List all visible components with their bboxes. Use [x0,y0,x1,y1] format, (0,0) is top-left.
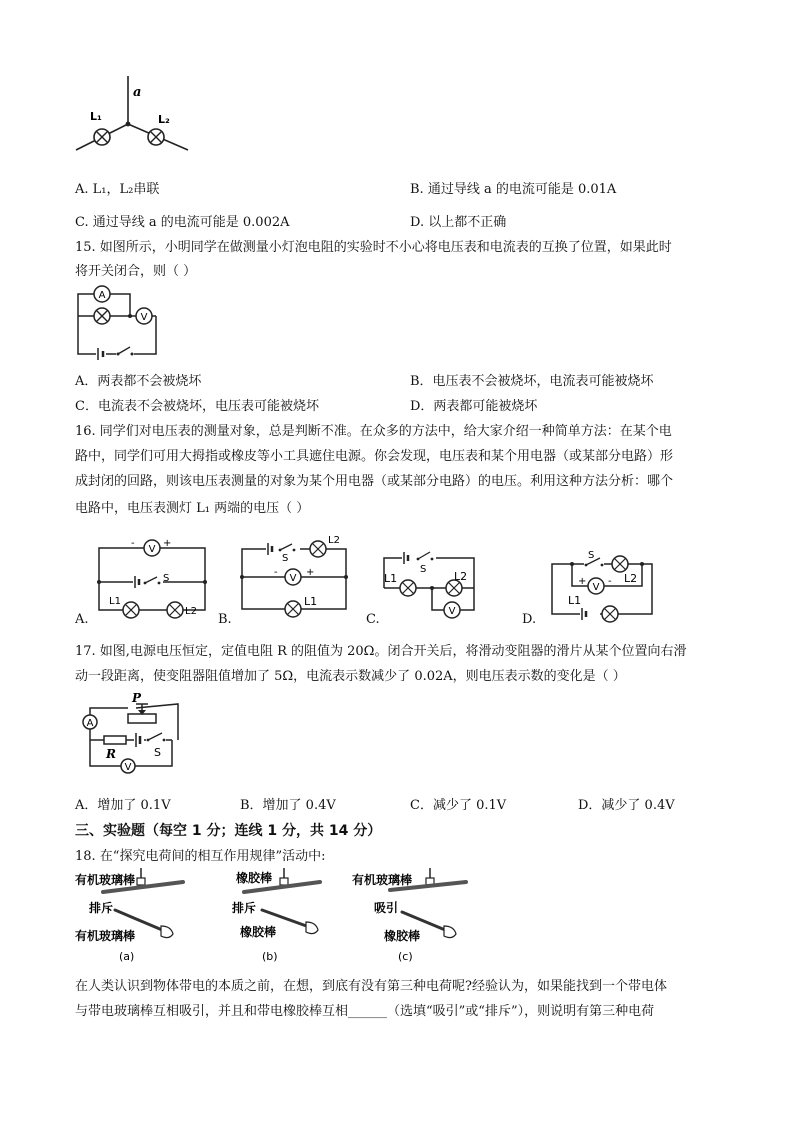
q14-option-b[interactable]: B. 通过导线 a 的电流可能是 0.01A [410,182,617,197]
svg-text:橡胶棒: 橡胶棒 [236,871,273,885]
svg-text:V: V [289,573,297,584]
svg-text:吸引: 吸引 [374,901,399,915]
svg-text:L2: L2 [185,606,197,617]
q16-circuit-b[interactable] [238,537,353,619]
l2-label: L₂ [158,113,170,126]
q14-option-c[interactable]: C. 通过导线 a 的电流可能是 0.002A [75,215,290,230]
q18-paragraph-line2[interactable]: 与带电玻璃棒互相吸引，并且和带电橡胶棒互相______（选填“吸引”或“排斥”），则说明有第三种电荷 [75,1004,655,1019]
l1-label: L₁ [90,110,102,123]
q15-stem-line1: 15. 如图所示，小明同学在做测量小灯泡电阻的实验时不小心将电压表和电流表的互换了位置，如果此时 [75,240,672,255]
q15-option-d[interactable]: D．两表都可能被烧坏 [410,399,538,414]
svg-text:V: V [140,312,148,323]
q14-circuit-figure [70,68,200,158]
q16-stem-line3: 成封闭的回路，则该电压表测量的对象为某个用电器（或某部分电路）的电压。利用这种方法分析：哪个 [75,474,674,489]
svg-text:+: + [306,567,315,578]
q15-circuit-figure [72,282,162,362]
hand-icon [161,926,173,938]
svg-text:-: - [131,538,135,549]
svg-text:(b): (b) [262,950,278,963]
q17-circuit-figure [78,690,188,780]
svg-text:R: R [106,747,116,761]
svg-text:橡胶棒: 橡胶棒 [384,929,421,943]
svg-text:(a): (a) [119,950,135,963]
svg-text:+: + [578,576,587,587]
q18-figure-c [350,868,470,966]
q15-circuit-svg [72,282,162,362]
svg-text:L2: L2 [328,535,340,546]
q14-circuit-svg [70,68,200,158]
q16-option-d[interactable]: D. [522,612,537,627]
q15-option-c[interactable]: C．电流表不会被烧坏，电压表可能被烧坏 [75,399,319,414]
q17-option-a[interactable]: A．增加了 0.1V [75,798,171,813]
svg-text:(c): (c) [398,950,413,963]
svg-text:橡胶棒: 橡胶棒 [240,925,277,939]
q16-stem-line4: 电路中，电压表测灯 L₁ 两端的电压（ ） [75,501,310,516]
q16-option-c[interactable]: C. [366,612,380,627]
ammeter-icon [94,286,110,302]
lamp-l1-icon [94,129,110,145]
svg-text:L1: L1 [384,572,398,585]
svg-text:V: V [148,544,156,555]
switch-icon [116,346,134,356]
svg-text:P: P [132,691,142,705]
q17-stem-line2: 动一段距离，使变阻器阻值增加了 5Ω，电流表示数减少了 0.02A，则电压表示数的变化是（ ） [75,669,626,684]
section3-heading: 三、实验题（每空 1 分；连线 1 分，共 14 分） [75,823,382,839]
rheostat-icon [128,714,156,723]
svg-text:+: + [163,538,172,549]
q15-option-a[interactable]: A．两表都不会被烧坏 [75,374,202,389]
svg-text:L2: L2 [454,570,468,583]
svg-text:有机玻璃棒: 有机玻璃棒 [352,873,413,887]
voltmeter-icon [136,308,152,324]
q14-option-d[interactable]: D. 以上都不正确 [410,215,507,230]
q17-option-b[interactable]: B．增加了 0.4V [240,798,336,813]
svg-text:A: A [98,290,106,301]
svg-text:有机玻璃棒: 有机玻璃棒 [75,929,136,943]
svg-text:有机玻璃棒: 有机玻璃棒 [75,873,136,887]
q16-circuit-a[interactable] [95,538,215,620]
svg-text:S: S [588,550,595,561]
hand-icon [306,922,318,934]
resistor-icon [104,736,126,744]
q16-option-b[interactable]: B. [218,612,232,627]
svg-text:V: V [592,582,600,593]
q15-stem-line2: 将开关闭合，则（ ） [75,264,197,279]
q18-stem: 18. 在“探究电荷间的相互作用规律”活动中: [75,849,326,864]
svg-text:L2: L2 [624,572,638,585]
q17-option-c[interactable]: C．减少了 0.1V [410,798,507,813]
q16-stem-line1: 16. 同学们对电压表的测量对象，总是判断不准。在众多的方法中，给大家介绍一种简单方法：在某个电 [75,424,672,439]
battery-icon [96,348,106,360]
svg-text:S: S [420,564,427,575]
svg-text:-: - [608,576,612,587]
lamp-l2-icon [148,129,164,145]
svg-text:V: V [124,762,132,773]
q17-option-d[interactable]: D．减少了 0.4V [578,798,675,813]
q16-stem-line2: 路中，同学们可用大拇指或橡皮等小工具遮住电源。你会发现，电压表和某个用电器（或某部分电路）形 [75,449,674,464]
svg-text:S: S [163,573,170,584]
svg-text:A: A [86,718,94,729]
svg-text:L1: L1 [568,594,582,607]
svg-text:L1: L1 [304,595,318,608]
q16-circuit-c[interactable] [380,548,480,620]
q14-option-a[interactable]: A. L₁，L₂串联 [75,182,160,197]
q17-stem-line1: 17. 如图,电源电压恒定，定值电阻 R 的阻值为 20Ω。闭合开关后，将滑动变阻器的滑片从某个位置向右滑 [75,644,687,659]
wire-a-label: a [133,85,142,100]
svg-text:排斥: 排斥 [89,901,114,915]
q16-option-a[interactable]: A. [75,612,89,627]
svg-text:排斥: 排斥 [232,901,257,915]
q15-option-b[interactable]: B．电压表不会被烧坏，电流表可能被烧坏 [410,374,654,389]
svg-text:V: V [448,606,456,617]
lamp-icon [94,308,110,324]
svg-text:-: - [274,567,278,578]
q18-paragraph-line1: 在人类认识到物体带电的本质之前，在想，到底有没有第三种电荷呢?经验认为，如果能找到一个带电体 [75,979,667,994]
q16-circuit-d[interactable] [548,550,663,622]
svg-text:S: S [154,746,161,759]
q18-figure-a [75,868,190,966]
q18-figure-b [230,868,330,966]
hand-icon [444,926,456,938]
svg-text:L1: L1 [109,596,121,607]
svg-text:S: S [282,553,289,564]
